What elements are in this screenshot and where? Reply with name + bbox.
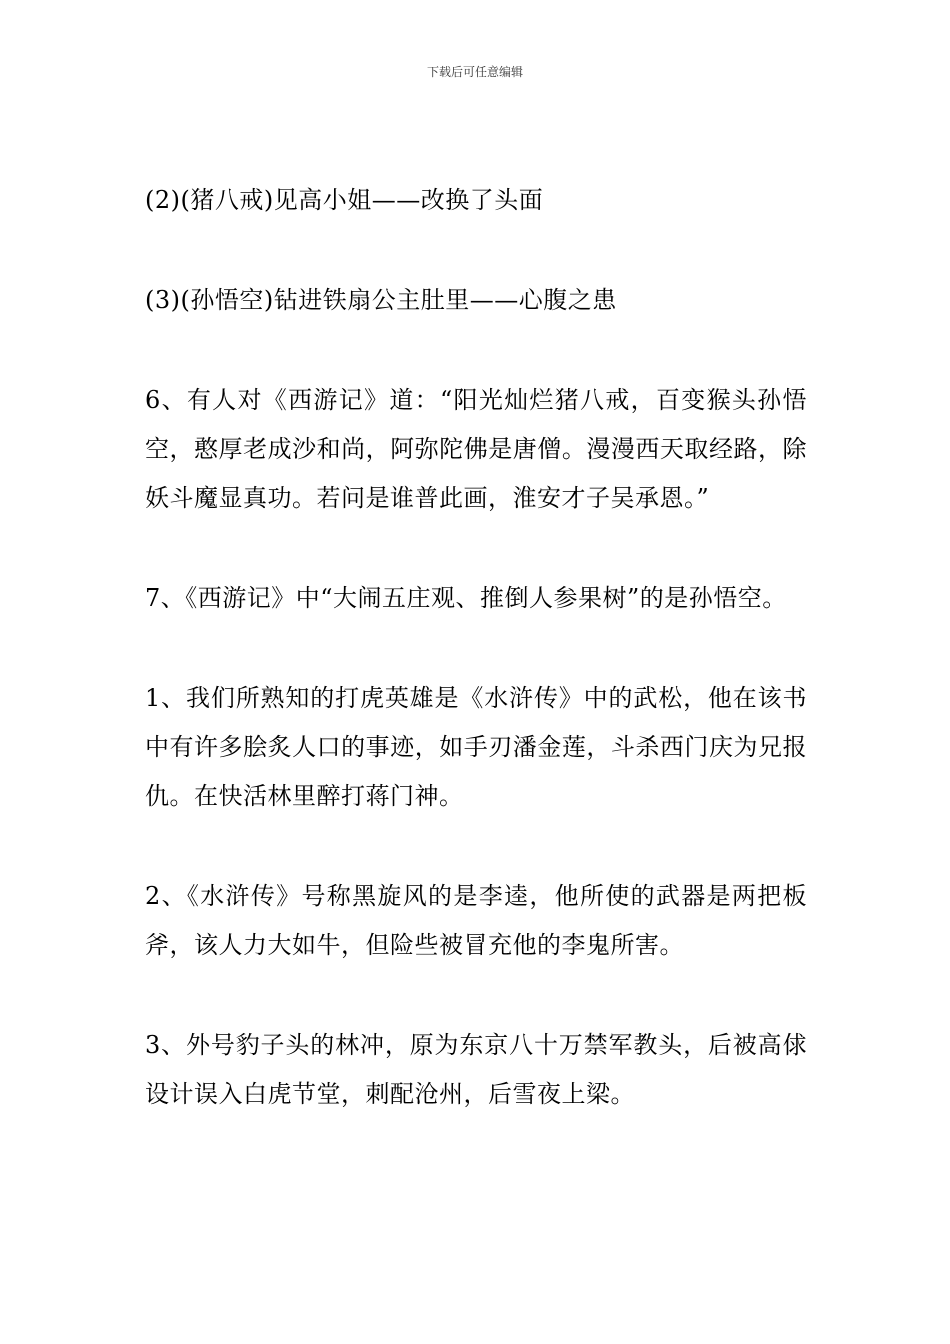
document-body (145, 176, 807, 1170)
paragraph: 2、《水浒传》号称黑旋风的是李逵，他所使的武器是两把板斧，该人力大如牛，但险些被冒充他的李鬼所害。 (145, 882, 807, 959)
paragraph: (3)(孙悟空)钻进铁扇公主肚里——心腹之患 (145, 286, 617, 314)
paragraph: 7、《西游记》中“大闹五庄观、推倒人参果树”的是孙悟空。 (145, 584, 787, 612)
paragraph: (2)(猪八戒)见高小姐——改换了头面 (145, 186, 544, 214)
page-header: 下载后可任意编辑 (426, 65, 523, 79)
paragraph: 1、我们所熟知的打虎英雄是《水浒传》中的武松，他在该书中有许多脍炙人口的事迹，如手刃潘金莲，斗杀西门庆为兄报仇。在快活林里醉打蒋门神。 (145, 684, 807, 810)
paragraph: 6、有人对《西游记》道：“阳光灿烂猪八戒，百变猴头孙悟空，憨厚老成沙和尚，阿弥陀佛是唐僧。漫漫西天取经路，除妖斗魔显真功。若问是谁普此画，淮安才子吴承恩。” (145, 386, 807, 512)
paragraph: 3、外号豹子头的林冲，原为东京八十万禁军教头，后被高俅设计误入白虎节堂，刺配沧州，后雪夜上梁。 (145, 1031, 807, 1108)
